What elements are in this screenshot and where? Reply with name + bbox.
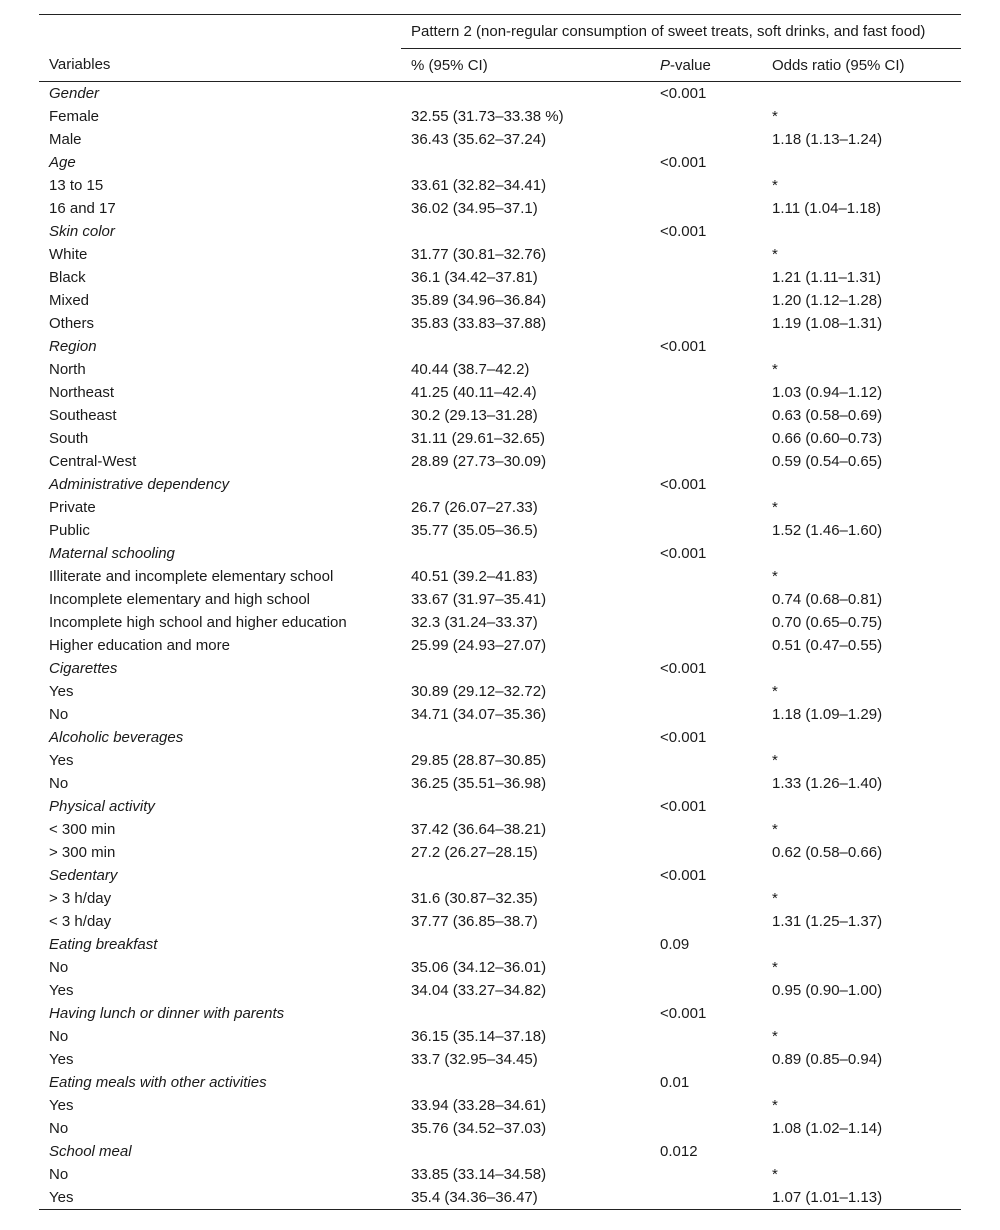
cell-percent: 25.99 (24.93–27.07) [411,637,547,654]
cell-percent: 33.67 (31.97–35.41) [411,591,547,608]
cell-p-value: <0.001 [660,338,707,355]
cell-variable: Incomplete elementary and high school [49,591,310,608]
cell-percent: 37.77 (36.85–38.7) [411,913,538,930]
cell-percent [401,151,650,174]
table-row [39,772,961,795]
cell-variable: North [49,361,86,378]
table-row [39,887,961,910]
column-header-percent: % (95% CI) [401,49,650,82]
cell-variable: Administrative dependency [49,476,230,493]
cell-p-value: <0.001 [660,798,707,815]
cell-percent [401,542,650,565]
cell-odds-ratio: 1.08 (1.02–1.14) [772,1120,883,1137]
cell-percent: 33.7 (32.95–34.45) [411,1051,538,1068]
cell-percent: 36.43 (35.62–37.24) [411,131,547,148]
table-row [39,611,961,634]
cell-variable: Age [49,154,76,171]
table-row [39,749,961,772]
cell-percent: 40.51 (39.2–41.83) [411,568,538,585]
cell-percent [401,335,650,358]
table-body [39,82,961,1210]
cell-odds-ratio: 1.31 (1.25–1.37) [772,913,883,930]
cell-percent: 35.89 (34.96–36.84) [411,292,547,309]
cell-p-value [650,634,762,657]
cell-p-value [650,197,762,220]
cell-variable: Incomplete high school and higher education [49,614,347,631]
table-row [39,818,961,841]
cell-percent: 28.89 (27.73–30.09) [411,453,547,470]
cell-p-value: <0.001 [660,154,707,171]
cell-variable: Alcoholic beverages [49,729,184,746]
cell-percent: 33.61 (32.82–34.41) [411,177,547,194]
cell-p-value [650,1117,762,1140]
cell-odds-ratio: 0.95 (0.90–1.00) [772,982,883,999]
cell-p-value: <0.001 [660,476,707,493]
cell-odds-ratio: 0.74 (0.68–0.81) [772,591,883,608]
column-header-variables: Variables [39,49,401,82]
cell-p-value [650,749,762,772]
cell-p-value: <0.001 [660,1005,707,1022]
cell-percent: 29.85 (28.87–30.85) [411,752,547,769]
cell-odds-ratio: * [772,821,778,838]
cell-variable: Yes [39,1186,401,1210]
cell-p-value [650,266,762,289]
cell-odds-ratio: 1.20 (1.12–1.28) [772,292,883,309]
cell-p-value [650,1186,762,1210]
cell-odds-ratio [762,1071,961,1094]
cell-p-value [650,496,762,519]
cell-odds-ratio: * [772,1097,778,1114]
cell-odds-ratio [762,657,961,680]
header-row-pattern [39,15,961,49]
cell-variable: Region [49,338,97,355]
table-row [39,358,961,381]
cell-p-value: 0.012 [660,1143,698,1160]
results-table-container [39,14,961,1210]
cell-variable: > 3 h/day [49,890,112,907]
cell-percent: 35.76 (34.52–37.03) [411,1120,547,1137]
cell-percent: 35.06 (34.12–36.01) [411,959,547,976]
cell-variable: Yes [49,683,74,700]
cell-percent [401,1002,650,1025]
cell-odds-ratio [762,1140,961,1163]
cell-odds-ratio [762,473,961,496]
cell-p-value [650,128,762,151]
table-row [39,956,961,979]
cell-percent: 35.4 (34.36–36.47) [401,1186,650,1210]
table-group-row [39,1071,961,1094]
cell-p-value [650,1094,762,1117]
cell-odds-ratio [762,220,961,243]
cell-p-value [650,588,762,611]
cell-variable: No [49,775,69,792]
cell-odds-ratio: * [772,752,778,769]
cell-odds-ratio [762,864,961,887]
cell-percent: 37.42 (36.64–38.21) [411,821,547,838]
table-group-row [39,795,961,818]
table-row [39,1186,961,1210]
cell-percent: 33.85 (33.14–34.58) [411,1166,547,1183]
table-row [39,404,961,427]
table-row [39,381,961,404]
table-row [39,128,961,151]
table-group-row [39,473,961,496]
cell-percent: 34.71 (34.07–35.36) [411,706,547,723]
p-value-suffix: -value [670,56,711,74]
cell-percent: 31.6 (30.87–32.35) [411,890,538,907]
cell-p-value: 0.09 [660,936,690,953]
cell-odds-ratio [762,82,961,106]
cell-p-value [650,1025,762,1048]
cell-percent: 36.02 (34.95–37.1) [411,200,538,217]
cell-p-value [650,1163,762,1186]
cell-p-value [650,381,762,404]
cell-variable: South [49,430,89,447]
cell-odds-ratio: 1.19 (1.08–1.31) [772,315,883,332]
cell-p-value: <0.001 [660,867,707,884]
cell-variable: White [49,246,88,263]
cell-variable: Private [49,499,96,516]
cell-variable: Central-West [49,453,137,470]
cell-variable: < 300 min [49,821,116,838]
cell-odds-ratio: * [772,499,778,516]
cell-percent: 30.2 (29.13–31.28) [411,407,538,424]
cell-p-value [650,772,762,795]
cell-percent: 35.77 (35.05–36.5) [411,522,538,539]
cell-p-value [650,680,762,703]
pattern-title: Pattern 2 (non-regular consumption of sweet treats, soft drinks, and fast food) [401,15,961,49]
cell-percent: 31.77 (30.81–32.76) [411,246,547,263]
cell-variable: Gender [49,85,100,102]
cell-p-value [650,818,762,841]
table-row [39,979,961,1002]
cell-variable: Eating breakfast [49,936,158,953]
cell-p-value: <0.001 [660,729,707,746]
cell-p-value: 0.01 [660,1074,690,1091]
cell-percent [401,657,650,680]
cell-variable: No [49,1166,69,1183]
cell-odds-ratio: 1.07 (1.01–1.13) [762,1186,961,1210]
cell-percent: 32.55 (31.73–33.38 %) [411,108,564,125]
table-row [39,565,961,588]
table-group-row [39,335,961,358]
cell-percent: 36.1 (34.42–37.81) [411,269,538,286]
cell-percent: 30.89 (29.12–32.72) [411,683,547,700]
cell-variable: Female [49,108,100,125]
cell-odds-ratio: * [772,1028,778,1045]
cell-p-value [650,611,762,634]
cell-variable: Mixed [49,292,90,309]
cell-odds-ratio: 0.62 (0.58–0.66) [772,844,883,861]
cell-variable: Physical activity [49,798,155,815]
cell-percent [401,1140,650,1163]
cell-p-value [650,105,762,128]
cell-p-value: <0.001 [660,85,707,102]
cell-odds-ratio [762,335,961,358]
table-group-row [39,657,961,680]
table-row [39,105,961,128]
cell-odds-ratio: 1.03 (0.94–1.12) [772,384,883,401]
cell-odds-ratio: 1.33 (1.26–1.40) [772,775,883,792]
cell-percent: 35.83 (33.83–37.88) [411,315,547,332]
cell-variable: No [49,1120,69,1137]
cell-variable: Illiterate and incomplete elementary school [49,568,334,585]
cell-percent: 36.15 (35.14–37.18) [411,1028,547,1045]
cell-p-value [650,979,762,1002]
cell-variable: Yes [49,1051,74,1068]
cell-percent: 33.94 (33.28–34.61) [411,1097,547,1114]
table-group-row [39,82,961,106]
cell-variable: 13 to 15 [49,177,104,194]
cell-percent [401,473,650,496]
cell-odds-ratio [762,1002,961,1025]
cell-odds-ratio: * [772,108,778,125]
cell-variable: Public [49,522,90,539]
cell-p-value: <0.001 [660,545,707,562]
cell-p-value [650,703,762,726]
cell-variable: Yes [49,982,74,999]
cell-p-value [650,312,762,335]
cell-odds-ratio [762,795,961,818]
cell-odds-ratio: 0.51 (0.47–0.55) [772,637,883,654]
cell-percent: 32.3 (31.24–33.37) [411,614,538,631]
cell-odds-ratio: 1.52 (1.46–1.60) [772,522,883,539]
cell-odds-ratio: 0.63 (0.58–0.69) [772,407,883,424]
table-group-row [39,933,961,956]
cell-odds-ratio: * [772,568,778,585]
cell-p-value [650,887,762,910]
table-row [39,1117,961,1140]
cell-variable: Southeast [49,407,117,424]
cell-variable: Others [49,315,95,332]
table-group-row [39,220,961,243]
table-row [39,519,961,542]
cell-odds-ratio: 0.66 (0.60–0.73) [772,430,883,447]
cell-p-value: <0.001 [660,660,707,677]
cell-variable: No [49,1028,69,1045]
cell-odds-ratio: * [772,1166,778,1183]
table-row [39,243,961,266]
cell-variable: Male [49,131,82,148]
table-row [39,312,961,335]
cell-percent: 27.2 (26.27–28.15) [411,844,538,861]
cell-p-value [650,289,762,312]
cell-odds-ratio: 0.59 (0.54–0.65) [772,453,883,470]
cell-variable: Having lunch or dinner with parents [49,1005,285,1022]
table-row [39,197,961,220]
cell-variable: Skin color [49,223,115,240]
cell-variable: No [49,959,69,976]
cell-percent [401,726,650,749]
column-header-odds-ratio: Odds ratio (95% CI) [762,49,961,82]
cell-percent [401,795,650,818]
cell-percent [401,933,650,956]
table-row [39,496,961,519]
cell-percent: 40.44 (38.7–42.2) [411,361,530,378]
table-row [39,1048,961,1071]
table-row [39,450,961,473]
cell-odds-ratio: * [772,683,778,700]
cell-odds-ratio: 0.70 (0.65–0.75) [772,614,883,631]
table-row [39,1025,961,1048]
cell-variable: School meal [49,1143,132,1160]
table-row [39,427,961,450]
cell-odds-ratio: * [772,890,778,907]
cell-odds-ratio: 0.89 (0.85–0.94) [772,1051,883,1068]
table-row [39,289,961,312]
cell-percent: 41.25 (40.11–42.4) [411,384,537,401]
cell-odds-ratio [762,151,961,174]
cell-variable: Northeast [49,384,115,401]
cell-variable: No [49,706,69,723]
cell-variable: < 3 h/day [49,913,112,930]
cell-p-value [650,956,762,979]
cell-p-value [650,450,762,473]
table-group-row [39,1002,961,1025]
cell-odds-ratio: * [772,246,778,263]
cell-variable: Higher education and more [49,637,230,654]
cell-variable: Yes [49,1097,74,1114]
cell-odds-ratio: 1.21 (1.11–1.31) [772,269,881,286]
table-group-row [39,1140,961,1163]
cell-percent: 26.7 (26.07–27.33) [411,499,538,516]
cell-odds-ratio: 1.18 (1.13–1.24) [772,131,883,148]
table-row [39,174,961,197]
cell-odds-ratio: * [772,177,778,194]
cell-odds-ratio [762,933,961,956]
cell-variable: Black [49,269,86,286]
cell-p-value [650,565,762,588]
cell-p-value: <0.001 [660,223,707,240]
cell-odds-ratio: 1.11 (1.04–1.18) [772,200,881,217]
header-empty-cell [39,15,401,49]
table-row [39,841,961,864]
cell-percent [401,1071,650,1094]
cell-percent: 31.11 (29.61–32.65) [411,430,545,447]
cell-variable: Yes [49,752,74,769]
cell-variable: 16 and 17 [49,200,116,217]
p-value-italic-p: P [660,56,671,74]
table-row [39,680,961,703]
cell-odds-ratio: 1.18 (1.09–1.29) [772,706,883,723]
header-row-columns [39,49,961,82]
cell-variable: > 300 min [49,844,116,861]
table-row [39,1163,961,1186]
cell-percent [401,864,650,887]
cell-percent [401,220,650,243]
table-row [39,634,961,657]
cell-p-value [650,243,762,266]
column-header-p-value [650,49,762,82]
table-group-row [39,864,961,887]
cell-variable: Maternal schooling [49,545,175,562]
table-header [39,15,961,82]
table-group-row [39,542,961,565]
cell-odds-ratio: * [772,959,778,976]
table-row [39,266,961,289]
cell-odds-ratio: * [772,361,778,378]
cell-odds-ratio [762,726,961,749]
table-group-row [39,151,961,174]
table-row [39,703,961,726]
table-row [39,910,961,933]
results-table [39,14,961,1210]
cell-p-value [650,841,762,864]
cell-variable: Sedentary [49,867,118,884]
cell-p-value [650,174,762,197]
cell-p-value [650,358,762,381]
cell-p-value [650,519,762,542]
cell-variable: Eating meals with other activities [49,1074,267,1091]
cell-percent [401,82,650,106]
cell-p-value [650,427,762,450]
cell-percent: 34.04 (33.27–34.82) [411,982,547,999]
cell-percent: 36.25 (35.51–36.98) [411,775,547,792]
table-row [39,588,961,611]
cell-variable: Cigarettes [49,660,118,677]
cell-p-value [650,1048,762,1071]
table-row [39,1094,961,1117]
table-group-row [39,726,961,749]
cell-p-value [650,910,762,933]
cell-p-value [650,404,762,427]
cell-odds-ratio [762,542,961,565]
